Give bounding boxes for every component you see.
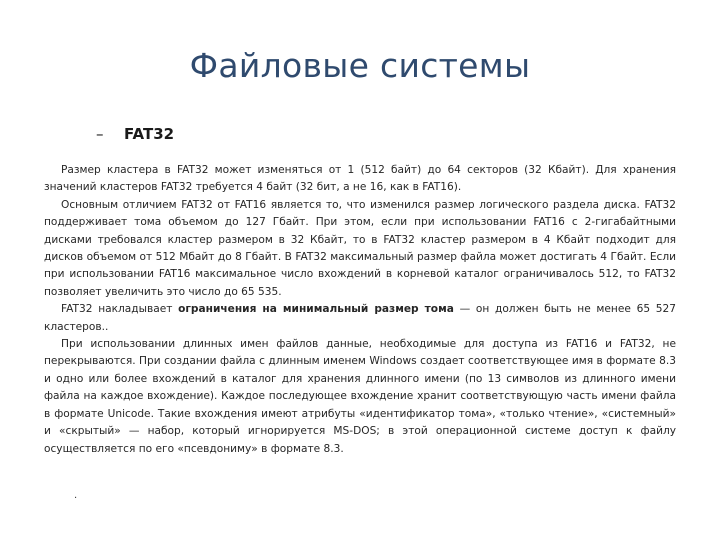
paragraph-volume-limit-end: — он должен быть не менее 65 527 кластеров..: [44, 303, 676, 333]
paragraph-cluster-size: Размер кластера в FAT32 может изменяться от 1 (512 байт) до 64 секторов (32 Кбайт). Для хранения значений кластеров FAT32 требуется 4 байт (32 бит, а не 16, как в FAT16).: [44, 164, 676, 194]
bullet-dash: –: [96, 125, 104, 143]
body-text: [44, 162, 676, 458]
bullet-heading: [96, 125, 174, 143]
paragraph-long-names: При использовании длинных имен файлов данные, необходимые для доступа из FAT16 и FAT32, не перекрываются. При создании файла с длинным именем Windows создает соответствующее имя в формате 8.3 и одно или более вхождений в каталог для хранения длинного имени (по 13 символов из длинного имени файла на каждое вхождение). Каждое последующее вхождение хранит соответствующую часть имени файла в формате Unicode. Такие вхождения имеют атрибуты «идентификатор тома», «только чтение», «системный» и «скрытый» — набор, который игнорируется MS-DOS; в этой операционной системе доступ к файлу осуществляется по его «псевдониму» в формате 8.3.: [44, 338, 676, 455]
paragraph-volume-limit-bold: ограничения на минимальный размер тома: [178, 303, 454, 316]
slide-title: Файловые системы: [189, 46, 531, 85]
footer-dot: .: [74, 490, 78, 501]
paragraph-volume-limit-start: FAT32 накладывает: [61, 303, 179, 316]
paragraph-volume-limit: [44, 301, 676, 336]
paragraph-differences: Основным отличием FAT32 от FAT16 является то, что изменился размер логического раздела диска. FAT32 поддерживает тома объемом до 127 Гбайт. При этом, если при использовании FAT16 с 2-гигабайтными дисками требовался кластер размером в 32 Кбайт, то в FAT32 кластер размером в 4 Кбайт подходит для дисков объемом от 512 Мбайт до 8 Гбайт. В FAT32 максимальный размер файла может достигать 4 Гбайт. Если при использовании FAT16 максимальное число вхождений в корневой каталог ограничивалось 512, то FAT32 позволяет увеличить это число до 65 535.: [44, 198, 676, 298]
bullet-label: FAT32: [124, 125, 175, 143]
